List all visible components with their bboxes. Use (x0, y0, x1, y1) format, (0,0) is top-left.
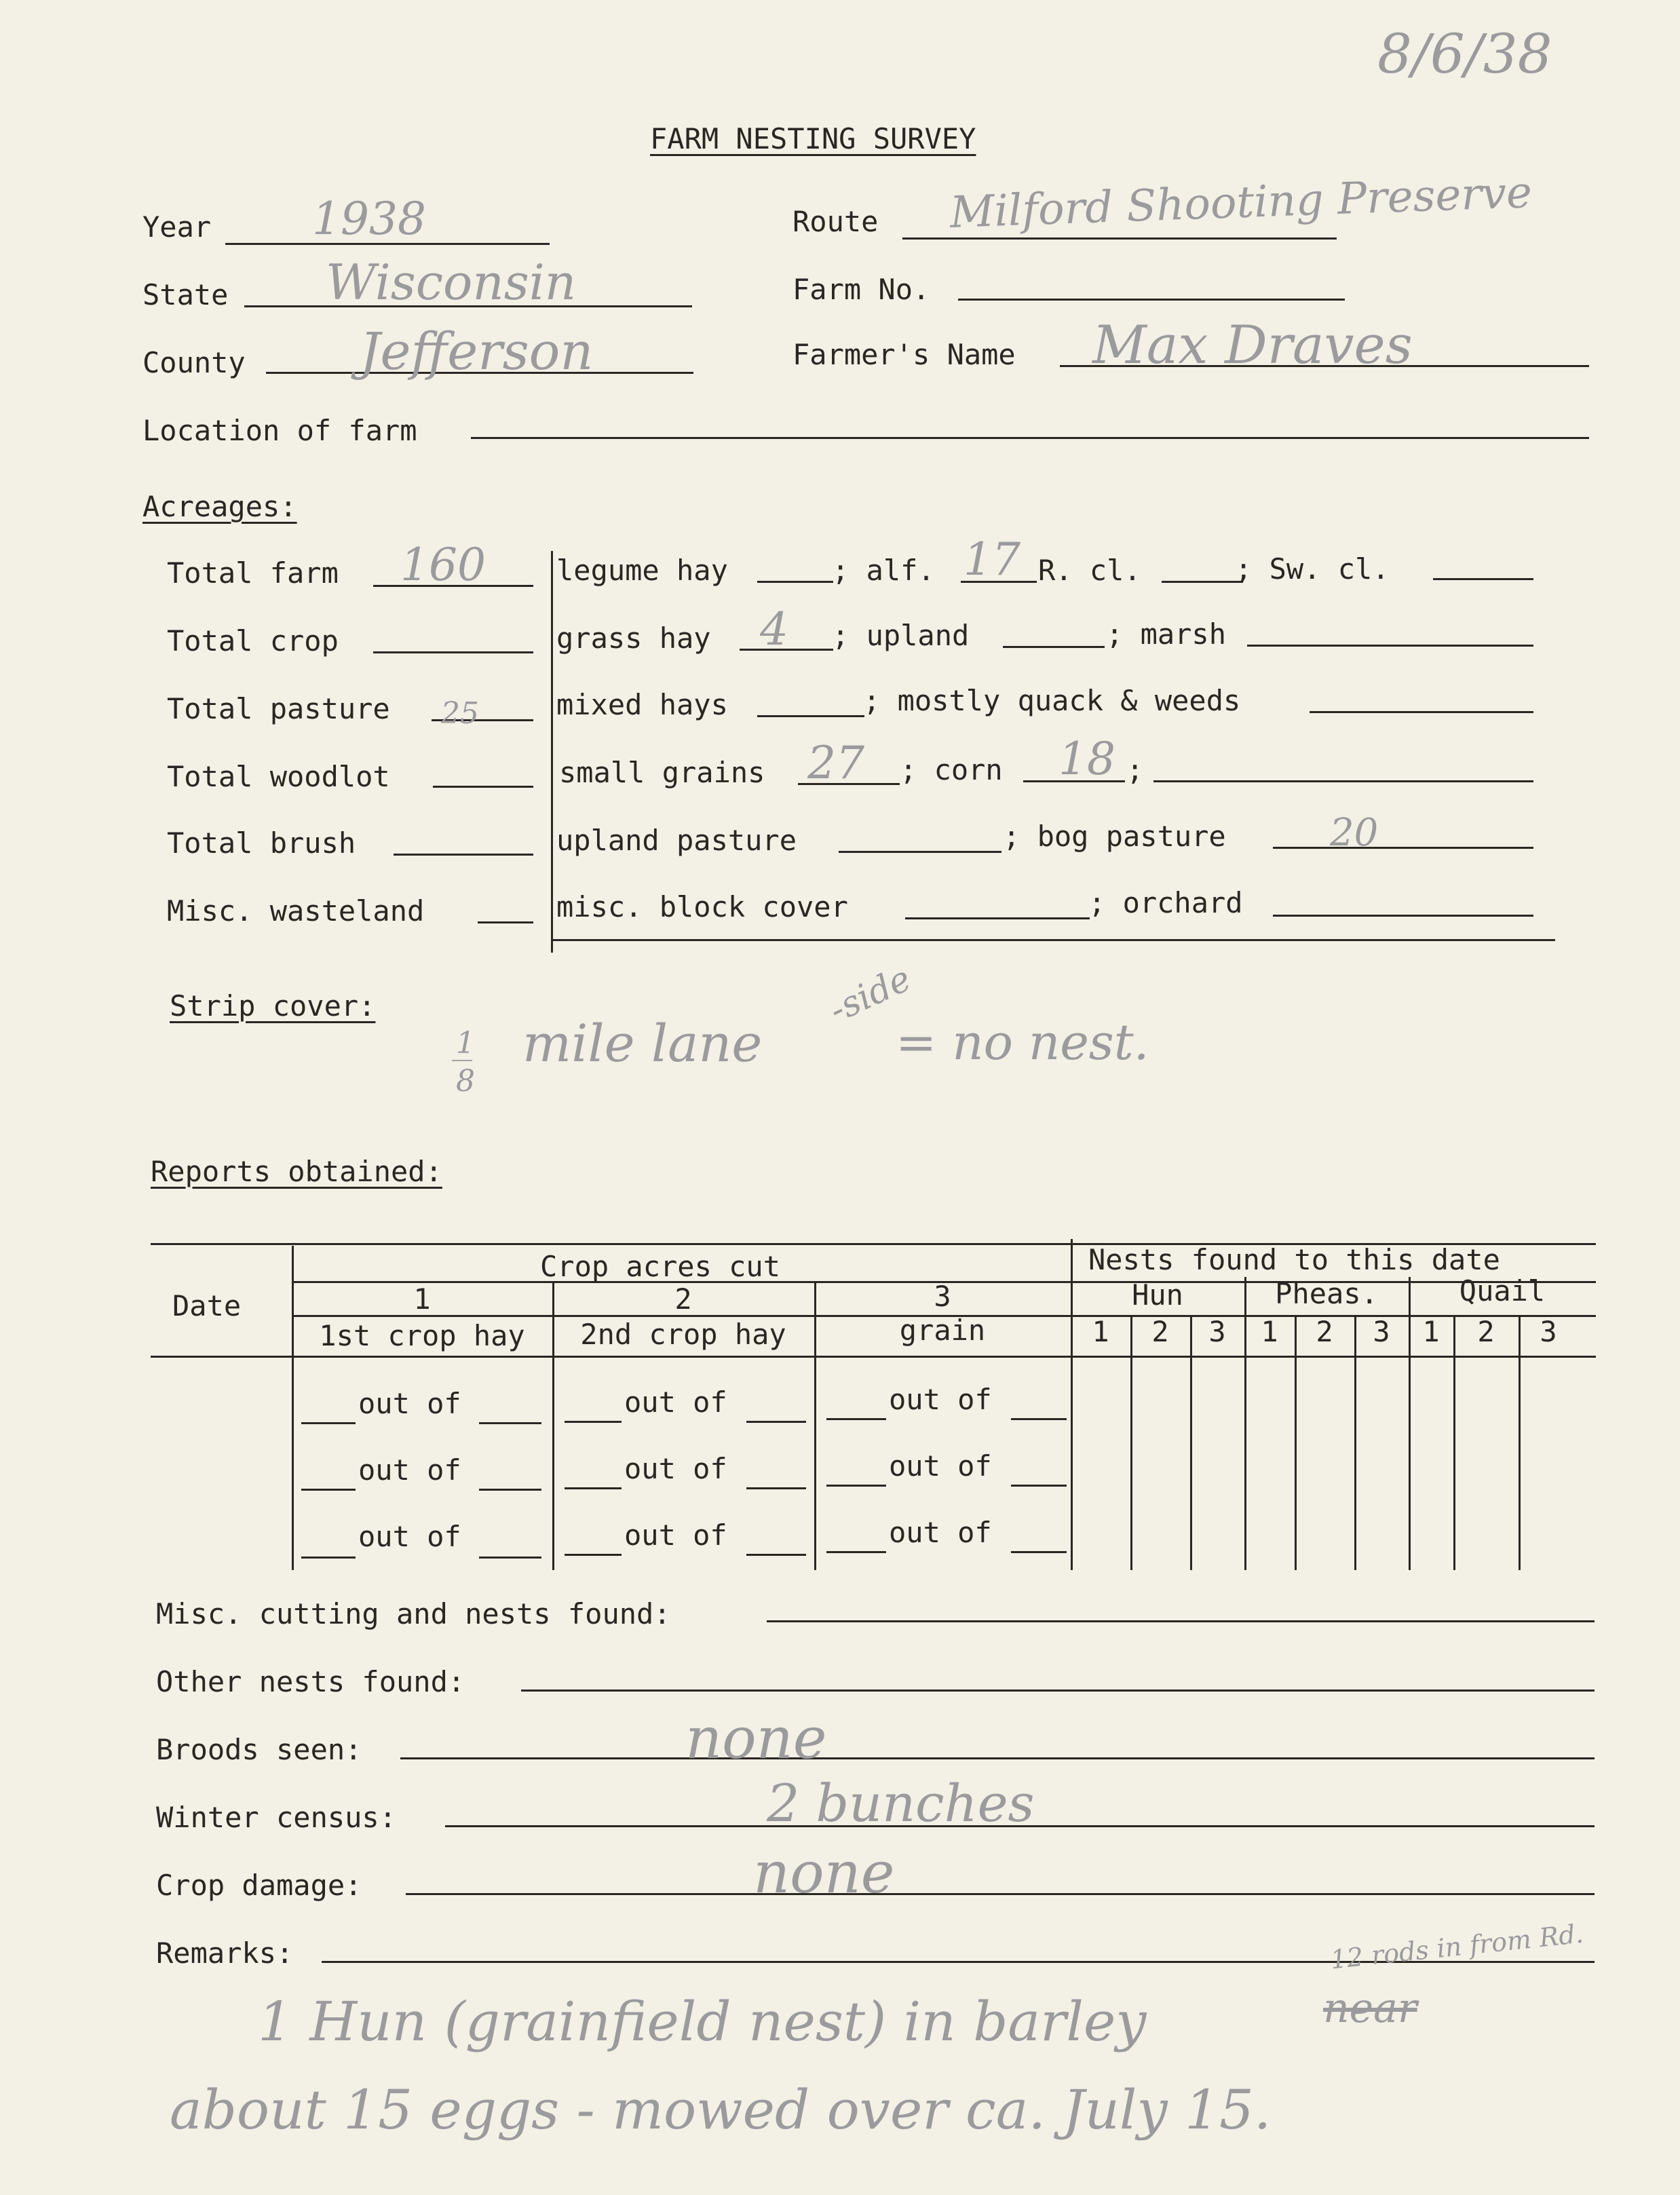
misc-wasteland-label: Misc. wasteland (167, 894, 425, 928)
crop-col-name: grain (899, 1314, 986, 1347)
out-of-label: out of (889, 1449, 992, 1483)
out-of-total[interactable] (746, 1554, 806, 1556)
out-of-label: out of (889, 1516, 992, 1549)
total-woodlot-label: Total woodlot (167, 760, 390, 793)
location-field[interactable] (471, 437, 1589, 439)
upland-label: ; upland (832, 619, 970, 652)
corn-end-label: ; (1126, 753, 1144, 786)
farmer-value: Max Draves (1092, 315, 1413, 376)
r-cl-label: R. cl. (1038, 554, 1141, 587)
legume-hay-field[interactable] (757, 581, 833, 583)
remarks-above: 12 rods in from Rd. (1329, 1918, 1585, 1975)
sw-cl-field[interactable] (1433, 578, 1533, 580)
crop-damage-field[interactable] (406, 1893, 1595, 1895)
remarks-line-2: about 15 eggs - mowed over ca. July 15. (170, 2078, 1272, 2141)
route-label: Route (793, 205, 879, 238)
out-of-blank[interactable] (565, 1554, 622, 1556)
orchard-label: ; orchard (1088, 886, 1243, 919)
out-of-label: out of (624, 1386, 727, 1419)
table-sub-divider (1453, 1316, 1455, 1570)
strip-cover-note-end: = no nest. (896, 1014, 1149, 1071)
species-quail: Quail (1459, 1274, 1546, 1308)
strip-cover-note: mile lane (522, 1013, 763, 1073)
nests-found-header: Nests found to this date (1088, 1243, 1500, 1276)
acreages-divider (551, 551, 553, 953)
out-of-label: out of (358, 1387, 461, 1420)
misc-block-field[interactable] (905, 917, 1090, 919)
out-of-total[interactable] (1011, 1418, 1067, 1420)
state-value: Wisconsin (326, 254, 577, 311)
out-of-blank[interactable] (826, 1551, 886, 1553)
crop-col-num: 3 (934, 1280, 951, 1313)
total-farm-label: Total farm (167, 556, 339, 590)
table-sub-divider (1295, 1316, 1297, 1570)
crop-col-name: 2nd crop hay (580, 1318, 786, 1351)
out-of-label: out of (624, 1519, 727, 1552)
nest-num: 1 (1092, 1315, 1109, 1348)
nest-num: 3 (1540, 1315, 1557, 1348)
upland-pasture-field[interactable] (839, 851, 1001, 853)
remarks-line-1: 1 Hun (grainfield nest) in barley (258, 1990, 1147, 2053)
nest-num: 2 (1477, 1315, 1495, 1348)
crop-col-num: 1 (413, 1282, 431, 1316)
out-of-total[interactable] (1011, 1485, 1067, 1487)
out-of-label: out of (889, 1383, 992, 1416)
nest-num: 3 (1373, 1315, 1390, 1348)
species-hun: Hun (1132, 1278, 1183, 1312)
bog-pasture-label: ; bog pasture (1003, 820, 1226, 853)
out-of-total[interactable] (1011, 1551, 1067, 1553)
out-of-label: out of (624, 1452, 727, 1485)
nest-num: 1 (1261, 1315, 1278, 1348)
corn-label: ; corn (900, 753, 1003, 786)
total-brush-field[interactable] (394, 854, 533, 856)
farm-no-field[interactable] (958, 299, 1345, 301)
corn-value: 18 (1058, 733, 1115, 785)
winter-census-value: 2 bunches (767, 1773, 1035, 1833)
out-of-total[interactable] (746, 1487, 806, 1489)
out-of-blank[interactable] (826, 1485, 886, 1487)
total-pasture-value: 25 (441, 696, 479, 731)
grass-hay-label: grass hay (556, 622, 711, 655)
out-of-label: out of (358, 1453, 461, 1487)
out-of-label: out of (358, 1520, 461, 1553)
out-of-blank[interactable] (301, 1489, 356, 1491)
other-nests-field[interactable] (521, 1690, 1595, 1692)
remarks-label: Remarks: (156, 1936, 294, 1970)
remarks-strike: near (1323, 1985, 1417, 2032)
crop-damage-value: none (753, 1839, 895, 1906)
table-header-rule (151, 1356, 1596, 1358)
total-crop-field[interactable] (373, 651, 533, 653)
total-pasture-label: Total pasture (167, 692, 390, 725)
nest-num: 3 (1208, 1315, 1226, 1348)
out-of-blank[interactable] (565, 1421, 622, 1423)
acreages-heading: Acreages: (142, 490, 297, 523)
misc-cutting-label: Misc. cutting and nests found: (156, 1597, 671, 1630)
mixed-hays-field[interactable] (757, 715, 864, 717)
out-of-blank[interactable] (565, 1487, 622, 1489)
mixed-hays-label: mixed hays (556, 688, 728, 721)
alf-value: 17 (963, 533, 1020, 586)
county-value: Jefferson (360, 321, 594, 381)
legume-hay-label: legume hay (556, 554, 728, 587)
strip-cover-label: Strip cover: (170, 989, 376, 1023)
total-farm-value: 160 (400, 539, 486, 591)
misc-wasteland-field[interactable] (478, 921, 533, 923)
year-label: Year (142, 210, 212, 244)
page-title: FARM NESTING SURVEY (650, 122, 976, 155)
reports-label: Reports obtained: (151, 1155, 442, 1188)
misc-block-label: misc. block cover (556, 890, 848, 923)
bog-pasture-field[interactable] (1273, 847, 1533, 849)
total-crop-label: Total crop (167, 624, 339, 657)
broods-label: Broods seen: (156, 1733, 362, 1766)
total-woodlot-field[interactable] (433, 786, 533, 788)
species-pheas: Pheas. (1275, 1277, 1378, 1310)
winter-census-label: Winter census: (156, 1801, 397, 1834)
strip-frac-den: 8 (456, 1064, 475, 1099)
small-grains-value: 27 (807, 737, 864, 789)
year-value: 1938 (312, 193, 426, 245)
route-field[interactable] (902, 237, 1337, 240)
table-sub-divider (1519, 1316, 1521, 1570)
out-of-total[interactable] (479, 1489, 541, 1491)
misc-cutting-field[interactable] (767, 1620, 1595, 1622)
bog-pasture-value: 20 (1330, 811, 1379, 855)
corner-date: 8/6/38 (1377, 22, 1552, 85)
strip-frac-bar (452, 1060, 472, 1061)
nest-num: 1 (1422, 1315, 1440, 1348)
crop-acres-header: Crop acres cut (540, 1250, 781, 1283)
other-nests-label: Other nests found: (156, 1665, 465, 1698)
strip-cover-note-side: -side (823, 958, 917, 1031)
upland-field[interactable] (1003, 646, 1105, 648)
county-label: County (142, 346, 246, 379)
out-of-blank[interactable] (301, 1422, 356, 1424)
route-value: Milford Shooting Preserve (949, 168, 1533, 238)
out-of-total[interactable] (479, 1557, 541, 1559)
broods-value: none (685, 1705, 827, 1772)
total-brush-label: Total brush (167, 826, 356, 860)
marsh-label: ; marsh (1106, 617, 1227, 651)
out-of-blank[interactable] (826, 1418, 886, 1420)
out-of-total[interactable] (746, 1421, 806, 1423)
farm-no-label: Farm No. (793, 273, 930, 306)
crop-col-name: 1st crop hay (319, 1319, 525, 1352)
out-of-total[interactable] (479, 1422, 541, 1424)
alf-label: ; alf. (832, 554, 935, 587)
nest-num: 2 (1151, 1315, 1169, 1348)
upland-pasture-label: upland pasture (556, 824, 797, 857)
farmer-label: Farmer's Name (793, 338, 1016, 371)
marsh-field[interactable] (1247, 645, 1533, 647)
state-label: State (142, 278, 229, 311)
crop-col-num: 2 (674, 1282, 692, 1316)
strip-frac-num: 1 (456, 1026, 475, 1061)
grass-hay-value: 4 (760, 603, 788, 655)
corn-extra-field[interactable] (1153, 780, 1533, 782)
r-cl-field[interactable] (1162, 581, 1243, 583)
table-sub-divider (1190, 1316, 1192, 1570)
location-label: Location of farm (142, 414, 417, 447)
nest-num: 2 (1316, 1315, 1333, 1348)
small-grains-label: small grains (559, 756, 765, 789)
quack-label: ; mostly quack & weeds (863, 684, 1241, 717)
quack-field[interactable] (1310, 711, 1533, 713)
acreages-bottom-rule (551, 939, 1555, 941)
crop-damage-label: Crop damage: (156, 1869, 362, 1902)
out-of-blank[interactable] (301, 1557, 356, 1559)
sw-cl-label: ; Sw. cl. (1235, 552, 1390, 586)
table-sub-divider (1354, 1316, 1356, 1570)
orchard-field[interactable] (1273, 915, 1533, 917)
broods-field[interactable] (400, 1757, 1595, 1759)
date-header: Date (172, 1289, 242, 1322)
table-sub-divider (1130, 1316, 1132, 1570)
